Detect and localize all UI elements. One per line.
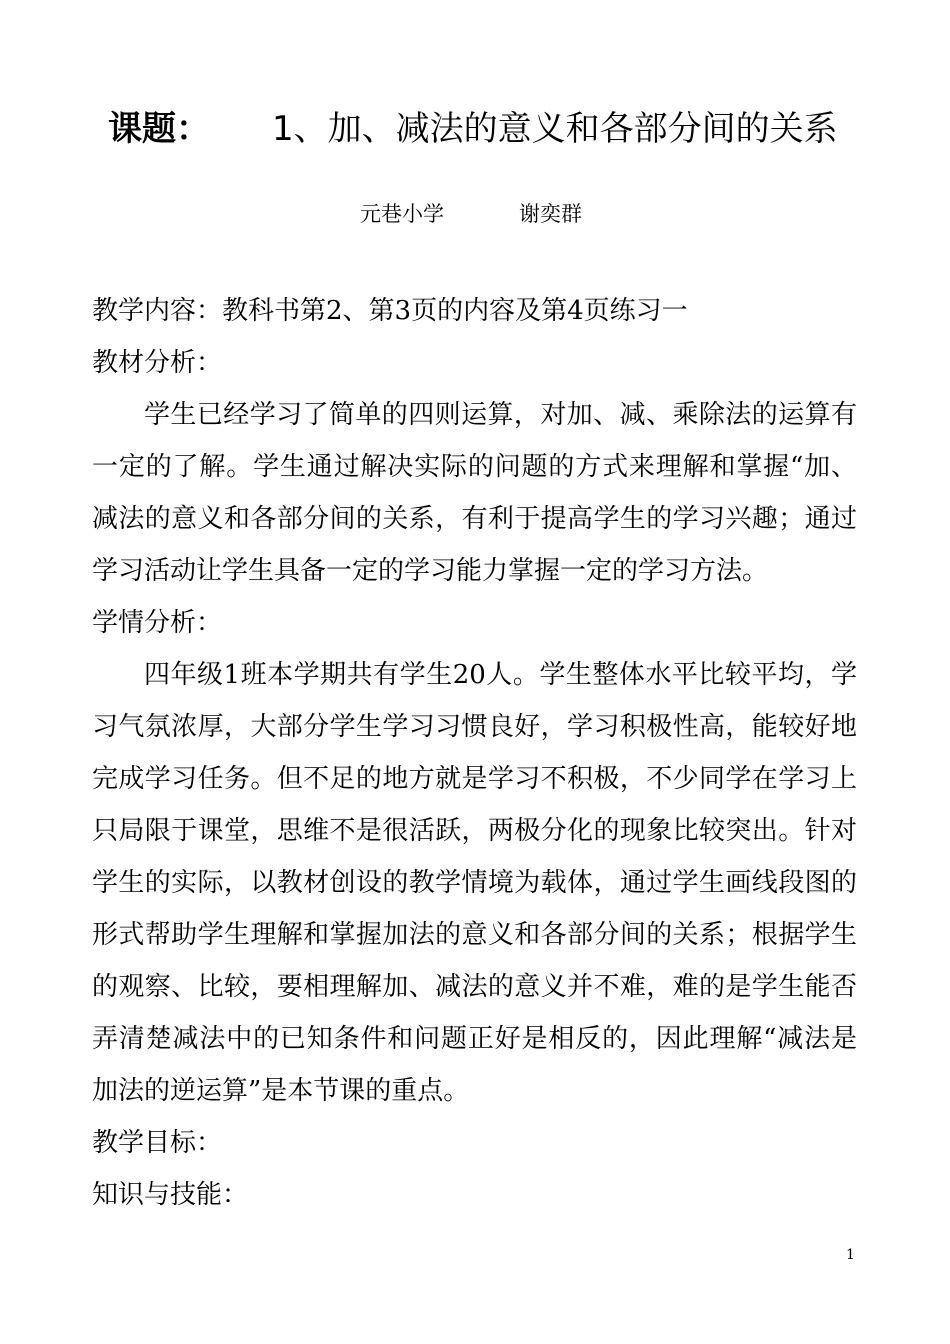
author-line: [360, 199, 582, 229]
teaching-content-heading: 教学内容：教科书第2、第3页的内容及第4页练习一: [92, 296, 688, 326]
teaching-goals-heading: 教学目标：: [92, 1128, 223, 1158]
author-name: 谢奕群: [519, 202, 582, 226]
knowledge-skills-heading: 知识与技能：: [92, 1180, 249, 1210]
lesson-title: [108, 106, 868, 152]
textbook-analysis-paragraph: 学生已经学习了简单的四则运算，对加、减、乘除法的运算有一定的了解。学生通过解决实际的问题的方式来理解和掌握“加、减法的意义和各部分间的关系，有利于提高学生的学习兴趣；通过学习活动让学生具备一定的学习能力掌握一定的学习方法。: [92, 400, 857, 586]
student-analysis-paragraph: 四年级1班本学期共有学生20人。学生整体水平比较平均，学习气氛浓厚，大部分学生学习习惯良好，学习积极性高，能较好地完成学习任务。但不足的地方就是学习不积极，不少同学在学习上只局限于课堂，思维不是很活跃，两极分化的现象比较突出。针对学生的实际，以教材创设的教学情境为载体，通过学生画线段图的形式帮助学生理解和掌握加法的意义和各部分间的关系；根据学生的观察、比较，要相理解加、减法的意义并不难，难的是学生能否弄清楚减法中的已知条件和问题正好是相反的，因此理解“减法是加法的逆运算”是本节课的重点。: [92, 660, 857, 1106]
title-label: 课题：: [108, 109, 210, 149]
student-analysis-heading: 学情分析：: [92, 608, 223, 638]
document-body: [92, 285, 857, 1221]
textbook-analysis-heading: 教材分析：: [92, 348, 223, 378]
school-name: 元巷小学: [360, 202, 444, 226]
title-text: 1、加、减法的意义和各部分间的关系: [272, 109, 838, 149]
page-number: 1: [846, 1247, 855, 1263]
